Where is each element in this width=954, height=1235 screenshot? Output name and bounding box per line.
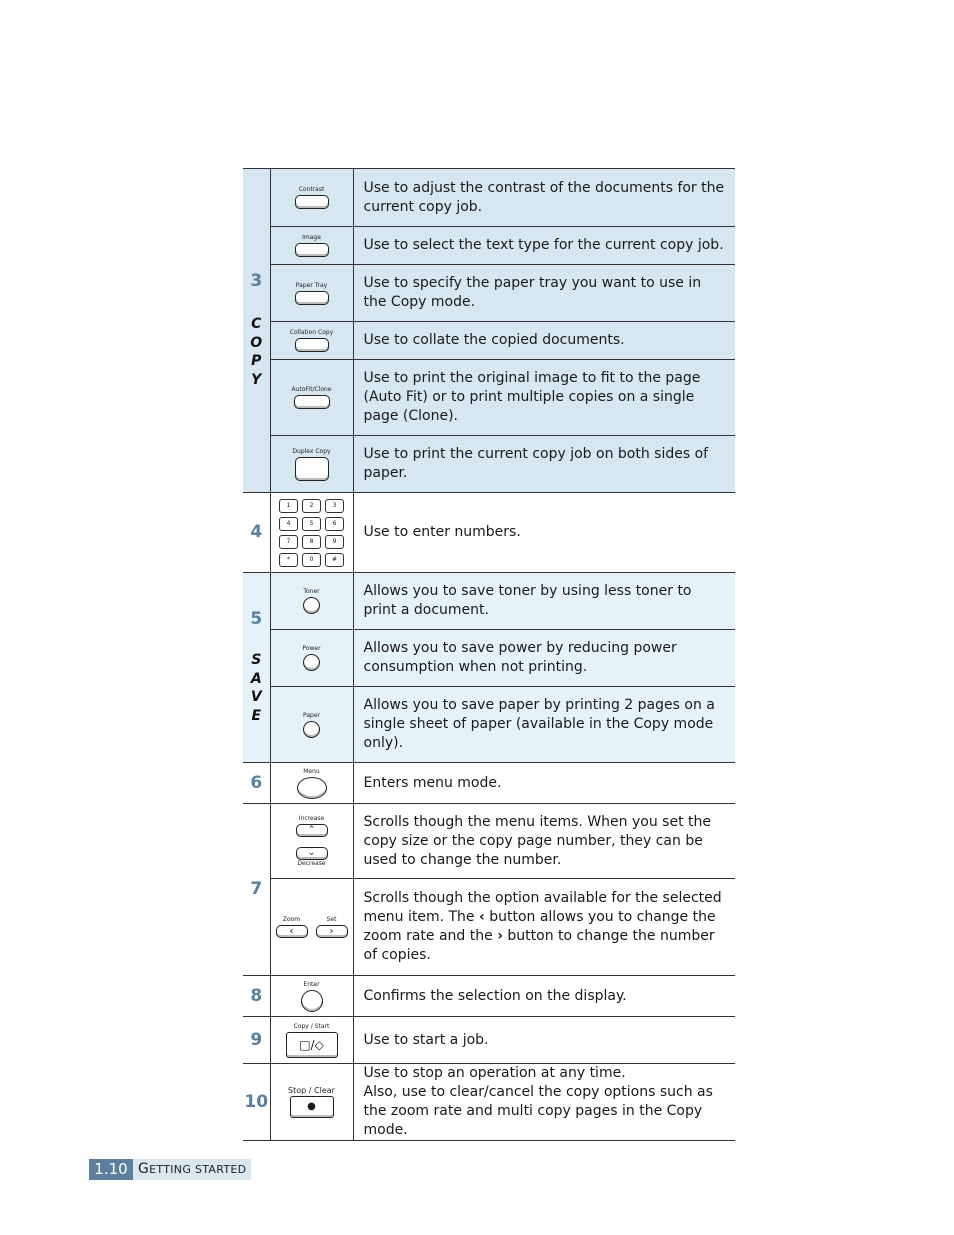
section-number: 9 — [243, 1017, 270, 1064]
section-number: 5 — [250, 609, 263, 629]
button-label: Power — [302, 645, 321, 652]
key: 8 — [302, 535, 321, 549]
description: Confirms the selection on the display. — [353, 976, 735, 1017]
description: Use to stop an operation at any time. Also, use to clear/cancel the copy options such as the zoom rate and multi copy pages in the Copy mode. — [353, 1064, 735, 1141]
description: Use to specify the paper tray you want to use in the Copy mode. — [353, 265, 735, 322]
description: Use to select the text type for the current copy job. — [353, 227, 735, 265]
description: Use to print the original image to fit to the page (Auto Fit) or to print multiple copies on a single page (Clone). — [353, 360, 735, 436]
key: 0 — [302, 553, 321, 567]
image-button-icon — [270, 227, 353, 265]
description: Use to start a job. — [353, 1017, 735, 1064]
toner-button-icon — [270, 573, 353, 630]
image-button — [295, 243, 329, 257]
autofit-clone-button-icon — [270, 360, 353, 436]
button-label: Enter — [303, 980, 320, 988]
increase-decrease-icon — [270, 804, 353, 879]
copy-start-button-icon — [270, 1017, 353, 1064]
table-row — [243, 879, 735, 976]
zoom-set-icon — [270, 879, 353, 976]
button-label: Menu — [303, 767, 320, 775]
button-label: Paper — [303, 711, 320, 719]
key: 7 — [279, 535, 298, 549]
key: 2 — [302, 499, 321, 513]
description: Use to enter numbers. — [353, 493, 735, 573]
stop-clear-button-icon — [270, 1064, 353, 1141]
copy-start-button: □/◇ — [286, 1032, 338, 1058]
table-row — [243, 169, 735, 227]
page-number: 1.10 — [89, 1159, 133, 1180]
key: * — [279, 553, 298, 567]
key: # — [325, 553, 344, 567]
right-arrow-button: › — [316, 925, 348, 938]
button-label: Stop / Clear — [288, 1085, 335, 1095]
description: Scrolls though the option available for the selected menu item. The ‹ button allows you to change the zoom rate and the › button to change the number of copies. — [353, 879, 735, 976]
section-number: 6 — [243, 763, 270, 804]
power-button — [303, 654, 320, 671]
button-label: Toner — [303, 588, 320, 595]
button-label: Decrease — [297, 860, 326, 867]
button-label: Paper Tray — [295, 281, 328, 289]
table-row — [243, 360, 735, 436]
table-row — [243, 493, 735, 573]
paper-button-icon — [270, 687, 353, 763]
section-5-cell — [243, 573, 270, 763]
contrast-button-icon — [270, 169, 353, 227]
enter-button-icon — [270, 976, 353, 1017]
collation-copy-button-icon — [270, 322, 353, 360]
stop-clear-button: ● — [290, 1096, 334, 1118]
key: 6 — [325, 517, 344, 531]
table-row — [243, 573, 735, 630]
description: Allows you to save toner by using less toner to print a document. — [353, 573, 735, 630]
keypad-icon — [270, 493, 353, 573]
button-label: Increase — [298, 815, 325, 822]
page-footer — [89, 1159, 251, 1180]
increase-button: ⌃ — [296, 824, 328, 837]
button-label: Collation Copy — [289, 329, 334, 336]
table-row — [243, 763, 735, 804]
paper-tray-button — [295, 291, 329, 305]
button-label: Set — [326, 916, 337, 923]
table-row — [243, 265, 735, 322]
button-label: Image — [302, 234, 321, 241]
table-row — [243, 227, 735, 265]
collation-copy-button — [295, 338, 329, 352]
section-label: C O P Y — [250, 316, 263, 388]
key: 4 — [279, 517, 298, 531]
toner-button — [303, 597, 320, 614]
button-label: Contrast — [298, 186, 325, 193]
table-row — [243, 322, 735, 360]
menu-button — [297, 777, 327, 799]
table-row — [243, 976, 735, 1017]
button-label: AutoFit/Clone — [291, 386, 332, 393]
paper-tray-button-icon — [270, 265, 353, 322]
section-number: 3 — [250, 271, 263, 291]
decrease-button: ⌄ — [296, 847, 328, 860]
key: 1 — [279, 499, 298, 513]
table-row — [243, 1064, 735, 1141]
number-keypad — [271, 499, 353, 567]
description: Use to collate the copied documents. — [353, 322, 735, 360]
key: 9 — [325, 535, 344, 549]
table-row — [243, 804, 735, 879]
description: Scrolls though the menu items. When you set the copy size or the copy page number, they can be used to change the number. — [353, 804, 735, 879]
duplex-copy-button — [295, 457, 329, 481]
right-arrow-icon: › — [497, 928, 503, 944]
description: Use to print the current copy job on both sides of paper. — [353, 436, 735, 493]
key: 3 — [325, 499, 344, 513]
table-row — [243, 1017, 735, 1064]
section-number: 4 — [243, 493, 270, 573]
section-number: 8 — [243, 976, 270, 1017]
key: 5 — [302, 517, 321, 531]
chapter-title: GETTING STARTED — [133, 1159, 251, 1180]
section-3-cell — [243, 169, 270, 493]
button-label: Copy / Start — [293, 1022, 330, 1030]
left-arrow-button: ‹ — [276, 925, 308, 938]
power-button-icon — [270, 630, 353, 687]
description: Use to adjust the contrast of the documents for the current copy job. — [353, 169, 735, 227]
description: Allows you to save power by reducing power consumption when not printing. — [353, 630, 735, 687]
autofit-clone-button — [294, 395, 330, 409]
button-label: Zoom — [282, 916, 301, 923]
section-number: 7 — [243, 804, 270, 976]
description: Enters menu mode. — [353, 763, 735, 804]
control-panel-table — [243, 168, 735, 1141]
menu-button-icon — [270, 763, 353, 804]
contrast-button — [295, 195, 329, 209]
paper-button — [303, 721, 320, 738]
button-label: Duplex Copy — [292, 447, 331, 455]
section-label: S A V E — [250, 652, 262, 724]
left-arrow-icon: ‹ — [478, 909, 485, 925]
description: Allows you to save paper by printing 2 pages on a single sheet of paper (available in the Copy mode only). — [353, 687, 735, 763]
enter-button — [301, 990, 323, 1012]
table-row — [243, 687, 735, 763]
section-number: 10 — [243, 1064, 270, 1141]
duplex-copy-button-icon — [270, 436, 353, 493]
table-row — [243, 436, 735, 493]
table-row — [243, 630, 735, 687]
